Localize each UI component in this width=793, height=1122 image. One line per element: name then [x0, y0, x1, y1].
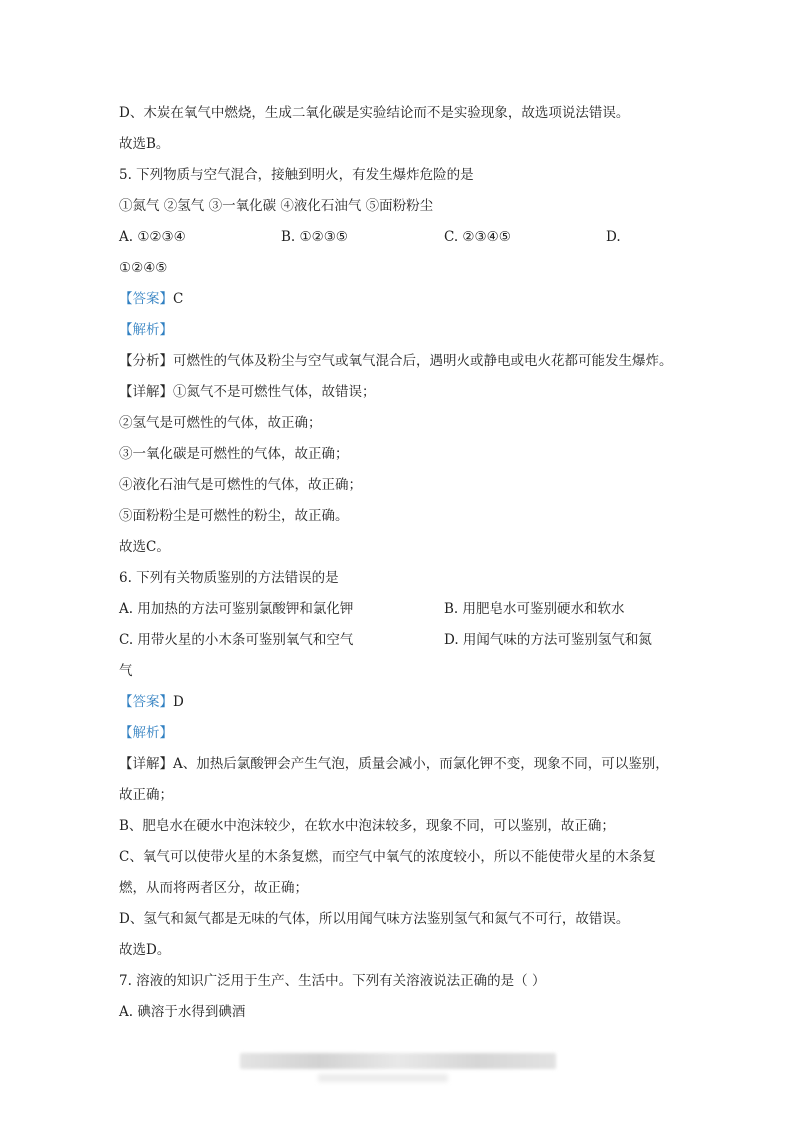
option-a: A. 碘溶于水得到碘酒 — [119, 1004, 246, 1020]
detail-label: 【详解】 — [119, 384, 173, 400]
analysis-tag: 【解析】 — [119, 725, 173, 741]
option-a: A. 用加热的方法可鉴别氯酸钾和氯化钾 — [119, 601, 354, 617]
text-line: D、氢气和氮气都是无味的气体，所以用闻气味方法鉴别氢气和氮气不可行，故错误。 — [119, 911, 630, 927]
analysis-heading — [119, 321, 173, 339]
option-d-continuation: ①②④⑤ — [119, 260, 168, 276]
text-line: ③一氧化碳是可燃性的气体，故正确； — [119, 446, 349, 462]
answer-line — [119, 693, 184, 711]
detail-text: ①氮气不是可燃性气体，故错误； — [173, 384, 376, 400]
blurred-footer-watermark — [240, 1053, 556, 1069]
option-d-continuation: 气 — [119, 663, 133, 679]
analysis-text: 可燃性的气体及粉尘与空气或氧气混合后，遇明火或静电或电火花都可能发生爆炸。 — [173, 353, 673, 369]
text-line: ⑤面粉粉尘是可燃性的粉尘，故正确。 — [119, 508, 349, 524]
answer-tag: 【答案】 — [119, 694, 173, 710]
question-5: 5. 下列物质与空气混合，接触到明火，有发生爆炸危险的是 — [119, 167, 474, 183]
answer-value: C — [173, 291, 184, 307]
option-a: A. ①②③④ — [119, 229, 186, 245]
text-line: 故选D。 — [119, 942, 171, 958]
detail-label: 【详解】 — [119, 756, 173, 772]
text-line: D、木炭在氧气中燃烧，生成二氧化碳是实验结论而不是实验现象，故选项说法错误。 — [119, 105, 630, 121]
blurred-footer-subline — [318, 1074, 448, 1082]
option-d: D. — [606, 229, 621, 245]
answer-line — [119, 290, 183, 308]
detail-text: A、加热后氯酸钾会产生气泡，质量会减小，而氯化钾不变，现象不同，可以鉴别， — [173, 756, 669, 772]
analysis-label: 【分析】 — [119, 353, 173, 369]
text-line: C、氧气可以使带火星的木条复燃，而空气中氧气的浓度较小，所以不能使带火星的木条复 — [119, 849, 656, 865]
detail-line — [119, 383, 376, 401]
text-line: B、肥皂水在硬水中泡沫较少，在软水中泡沫较多，现象不同，可以鉴别，故正确； — [119, 818, 615, 834]
text-line: 故正确； — [119, 787, 173, 803]
option-d: D. 用闻气味的方法可鉴别氢气和氮 — [444, 632, 652, 648]
option-c: C. ②③④⑤ — [444, 229, 511, 245]
text-line: ④液化石油气是可燃性的气体，故正确； — [119, 477, 362, 493]
option-b: B. ①②③⑤ — [281, 229, 348, 245]
text-line: 故选B。 — [119, 136, 170, 152]
text-line: 燃，从而将两者区分，故正确； — [119, 880, 308, 896]
question-7: 7. 溶液的知识广泛用于生产、生活中。下列有关溶液说法正确的是（ ） — [119, 973, 546, 989]
answer-value: D — [173, 694, 184, 710]
option-b: B. 用肥皂水可鉴别硬水和软水 — [444, 601, 625, 617]
answer-tag: 【答案】 — [119, 291, 173, 307]
analysis-line — [119, 352, 673, 370]
question-5-items: ①氮气 ②氢气 ③一氧化碳 ④液化石油气 ⑤面粉粉尘 — [119, 198, 434, 214]
analysis-tag: 【解析】 — [119, 322, 173, 338]
option-c: C. 用带火星的小木条可鉴别氧气和空气 — [119, 632, 354, 648]
analysis-heading — [119, 724, 173, 742]
detail-line — [119, 755, 669, 773]
text-line: ②氢气是可燃性的气体，故正确； — [119, 415, 322, 431]
question-6: 6. 下列有关物质鉴别的方法错误的是 — [119, 570, 339, 586]
text-line: 故选C。 — [119, 539, 170, 555]
